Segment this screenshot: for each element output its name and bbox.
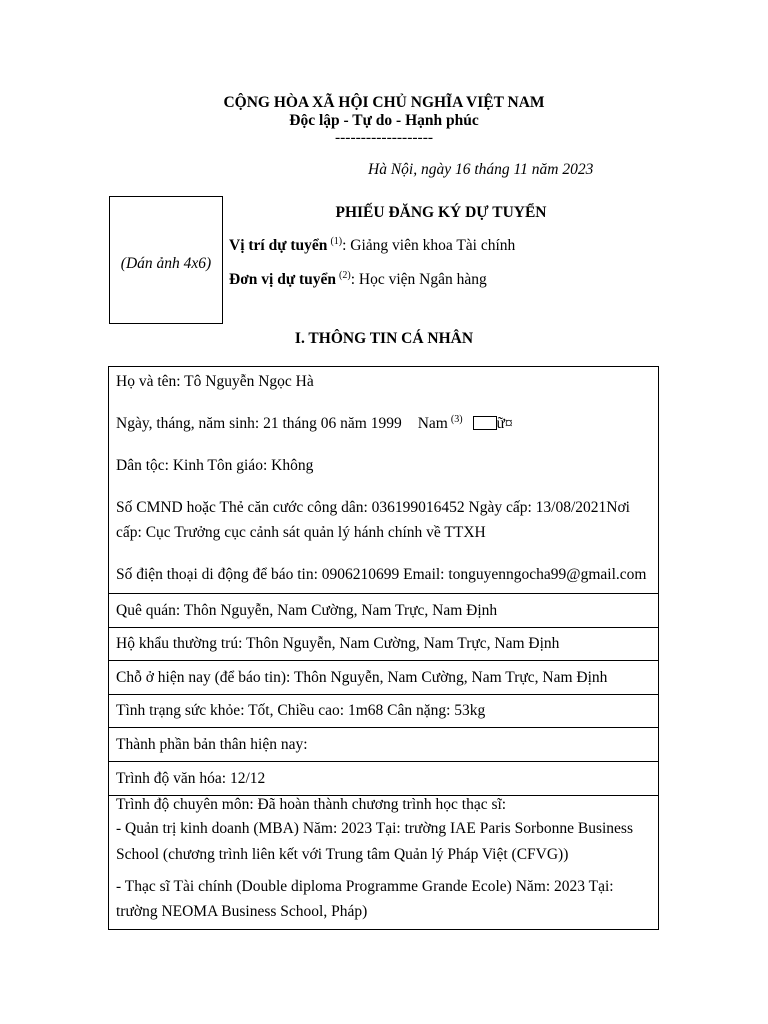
id-card-line: [116, 495, 651, 545]
degree-item-mba: [116, 816, 651, 868]
photo-placeholder-label: (Dán ảnh 4x6): [120, 255, 212, 272]
full-name-line: Họ và tên: Tô Nguyễn Ngọc Hà: [116, 373, 314, 390]
applied-unit-line: [229, 271, 487, 289]
place-and-date: Hà Nội, ngày 16 tháng 11 năm 2023: [368, 161, 594, 178]
footnote-marker-2: (2): [339, 270, 351, 281]
health-row: Tình trạng sức khỏe: Tốt, Chiều cao: 1m68 Cân nặng: 53kg: [109, 695, 658, 728]
permanent-residence-row: Hộ khẩu thường trú: Thôn Nguyễn, Nam Cường, Nam Trực, Nam Định: [109, 628, 658, 661]
qualifications-intro: Trình độ chuyên môn: Đã hoàn thành chương trình học thạc sĩ:: [116, 796, 507, 813]
id-card-line-1: Số CMND hoặc Thẻ căn cước công dân: 036199016452 Ngày cấp: 13/08/2021Nơi: [116, 499, 630, 516]
ethnicity-religion-line: Dân tộc: Kinh Tôn giáo: Không: [116, 457, 314, 474]
header-divider: -------------------: [334, 129, 434, 146]
id-card-line-2: cấp: Cục Trưởng cục cảnh sát quản lý hánh chính về TTXH: [116, 524, 486, 541]
footnote-marker-3: (3): [450, 414, 463, 425]
degree-line: trường NEOMA Business School, Pháp): [116, 903, 368, 920]
gender-label-female-fragment: ữ¤: [496, 415, 513, 432]
applied-position-value: : Giảng viên khoa Tài chính: [342, 237, 516, 254]
gender-checkbox: [473, 416, 497, 430]
form-title: PHIẾU ĐĂNG KÝ DỰ TUYỂN: [335, 204, 547, 221]
social-status-row: Thành phần bản thân hiện nay:: [109, 728, 658, 762]
degree-line: - Thạc sĩ Tài chính (Double diploma Programme Grande Ecole) Năm: 2023 Tại:: [116, 878, 614, 895]
personal-info-table: [108, 366, 659, 930]
current-address-row: Chỗ ở hiện nay (để báo tin): Thôn Nguyễn, Nam Cường, Nam Trực, Nam Định: [109, 661, 658, 695]
applied-position-label: Vị trí dự tuyển: [229, 237, 328, 254]
degree-item-finance-master: [116, 874, 651, 924]
footnote-marker-1: (1): [330, 236, 343, 247]
basic-info-cell: [109, 367, 658, 594]
photo-placeholder-box: [109, 196, 223, 324]
document-header: [0, 94, 768, 147]
applied-unit-label: Đơn vị dự tuyển: [229, 271, 337, 288]
birth-date-text: Ngày, tháng, năm sinh: 21 tháng 06 năm 1999: [116, 415, 402, 432]
gender-label-male: Nam: [417, 415, 448, 432]
degree-line: School (chương trình liên kết với Trung tâm Quản lý Pháp Việt (CFVG)): [116, 846, 569, 863]
national-motto: Độc lập - Tự do - Hạnh phúc: [289, 111, 479, 129]
general-education-row: Trình độ văn hóa: 12/12: [109, 762, 658, 796]
qualifications-cell: [109, 796, 658, 929]
applied-unit-value: : Học viện Ngân hàng: [350, 271, 487, 288]
birth-date-line: [116, 411, 651, 436]
country-name: CỘNG HÒA XÃ HỘI CHỦ NGHĨA VIỆT NAM: [223, 94, 545, 111]
section-heading-personal-info: I. THÔNG TIN CÁ NHÂN: [294, 330, 474, 347]
hometown-row: Quê quán: Thôn Nguyễn, Nam Cường, Nam Trực, Nam Định: [109, 594, 658, 628]
contact-line: Số điện thoại di động để báo tin: 0906210699 Email: tonguyenngocha99@gmail.com: [116, 566, 647, 583]
degree-line: - Quản trị kinh doanh (MBA) Năm: 2023 Tại: trường IAE Paris Sorbonne Business: [116, 820, 633, 837]
applied-position-line: [229, 237, 515, 255]
